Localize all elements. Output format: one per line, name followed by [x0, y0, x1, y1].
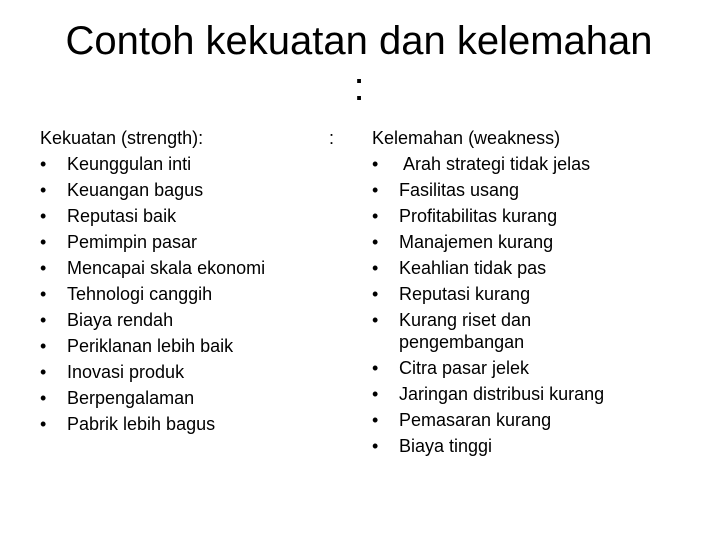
bullet: • [40, 154, 47, 174]
bullet: • [40, 258, 47, 278]
bullet: • [372, 258, 379, 278]
list-item [372, 381, 712, 407]
strength-item: Pabrik lebih bagus [67, 414, 216, 434]
list-item [40, 177, 330, 203]
strength-item: Mencapai skala ekonomi [67, 258, 266, 278]
strength-item: Periklanan lebih baik [67, 336, 234, 356]
weakness-item: Keahlian tidak pas [399, 258, 547, 278]
bullet: • [372, 232, 379, 252]
bullet: • [40, 206, 47, 226]
weakness-item: Arah strategi tidak jelas [399, 154, 591, 174]
list-item [40, 359, 330, 385]
list-item [40, 411, 330, 437]
column-separator: : [329, 128, 335, 148]
strength-item: Berpengalaman [67, 388, 195, 408]
bullet: • [372, 284, 379, 304]
bullet: • [372, 180, 379, 200]
weakness-item: Manajemen kurang [399, 232, 554, 252]
weakness-heading: Kelemahan (weakness) [372, 128, 561, 148]
weakness-item: Reputasi kurang [399, 284, 531, 304]
page-title: Contoh kekuatan dan kelemahan [65, 19, 653, 63]
list-item [372, 281, 712, 307]
bullet: • [40, 414, 47, 434]
list-item [372, 433, 712, 459]
bullet: • [372, 358, 379, 378]
list-item [372, 203, 712, 229]
list-item [40, 229, 330, 255]
bullet: • [372, 384, 379, 404]
list-item [372, 255, 712, 281]
bullet: • [40, 362, 47, 382]
strength-item: Keunggulan inti [67, 154, 192, 174]
list-item [40, 307, 330, 333]
list-item [372, 307, 712, 355]
weakness-item: Biaya tinggi [399, 436, 493, 456]
bullet: • [372, 310, 379, 330]
list-item [372, 151, 712, 177]
title-colon: : [353, 65, 365, 109]
strength-item: Pemimpin pasar [67, 232, 198, 252]
list-item [40, 255, 330, 281]
list-item [40, 203, 330, 229]
strength-item: Reputasi baik [67, 206, 177, 226]
list-item [40, 385, 330, 411]
weakness-item: Kurang riset dan pengembangan [399, 310, 532, 352]
bullet: • [40, 180, 47, 200]
list-item [372, 177, 712, 203]
strength-item: Inovasi produk [67, 362, 185, 382]
list-item [40, 281, 330, 307]
weakness-item: Citra pasar jelek [399, 358, 530, 378]
list-item [372, 407, 712, 433]
bullet: • [40, 336, 47, 356]
strength-item: Biaya rendah [67, 310, 174, 330]
bullet: • [372, 436, 379, 456]
bullet: • [40, 310, 47, 330]
strength-heading: Kekuatan (strength): [40, 128, 204, 148]
list-item [40, 151, 330, 177]
strength-item: Keuangan bagus [67, 180, 204, 200]
list-item [40, 333, 330, 359]
strength-column [40, 125, 330, 437]
weakness-item: Pemasaran kurang [399, 410, 552, 430]
strength-item: Tehnologi canggih [67, 284, 213, 304]
list-item [372, 229, 712, 255]
bullet: • [372, 206, 379, 226]
weakness-item: Profitabilitas kurang [399, 206, 558, 226]
bullet: • [372, 154, 379, 174]
weakness-item: Fasilitas usang [399, 180, 520, 200]
list-item [372, 355, 712, 381]
weakness-column [372, 125, 712, 459]
weakness-item: Jaringan distribusi kurang [399, 384, 605, 404]
bullet: • [372, 410, 379, 430]
bullet: • [40, 284, 47, 304]
bullet: • [40, 232, 47, 252]
bullet: • [40, 388, 47, 408]
